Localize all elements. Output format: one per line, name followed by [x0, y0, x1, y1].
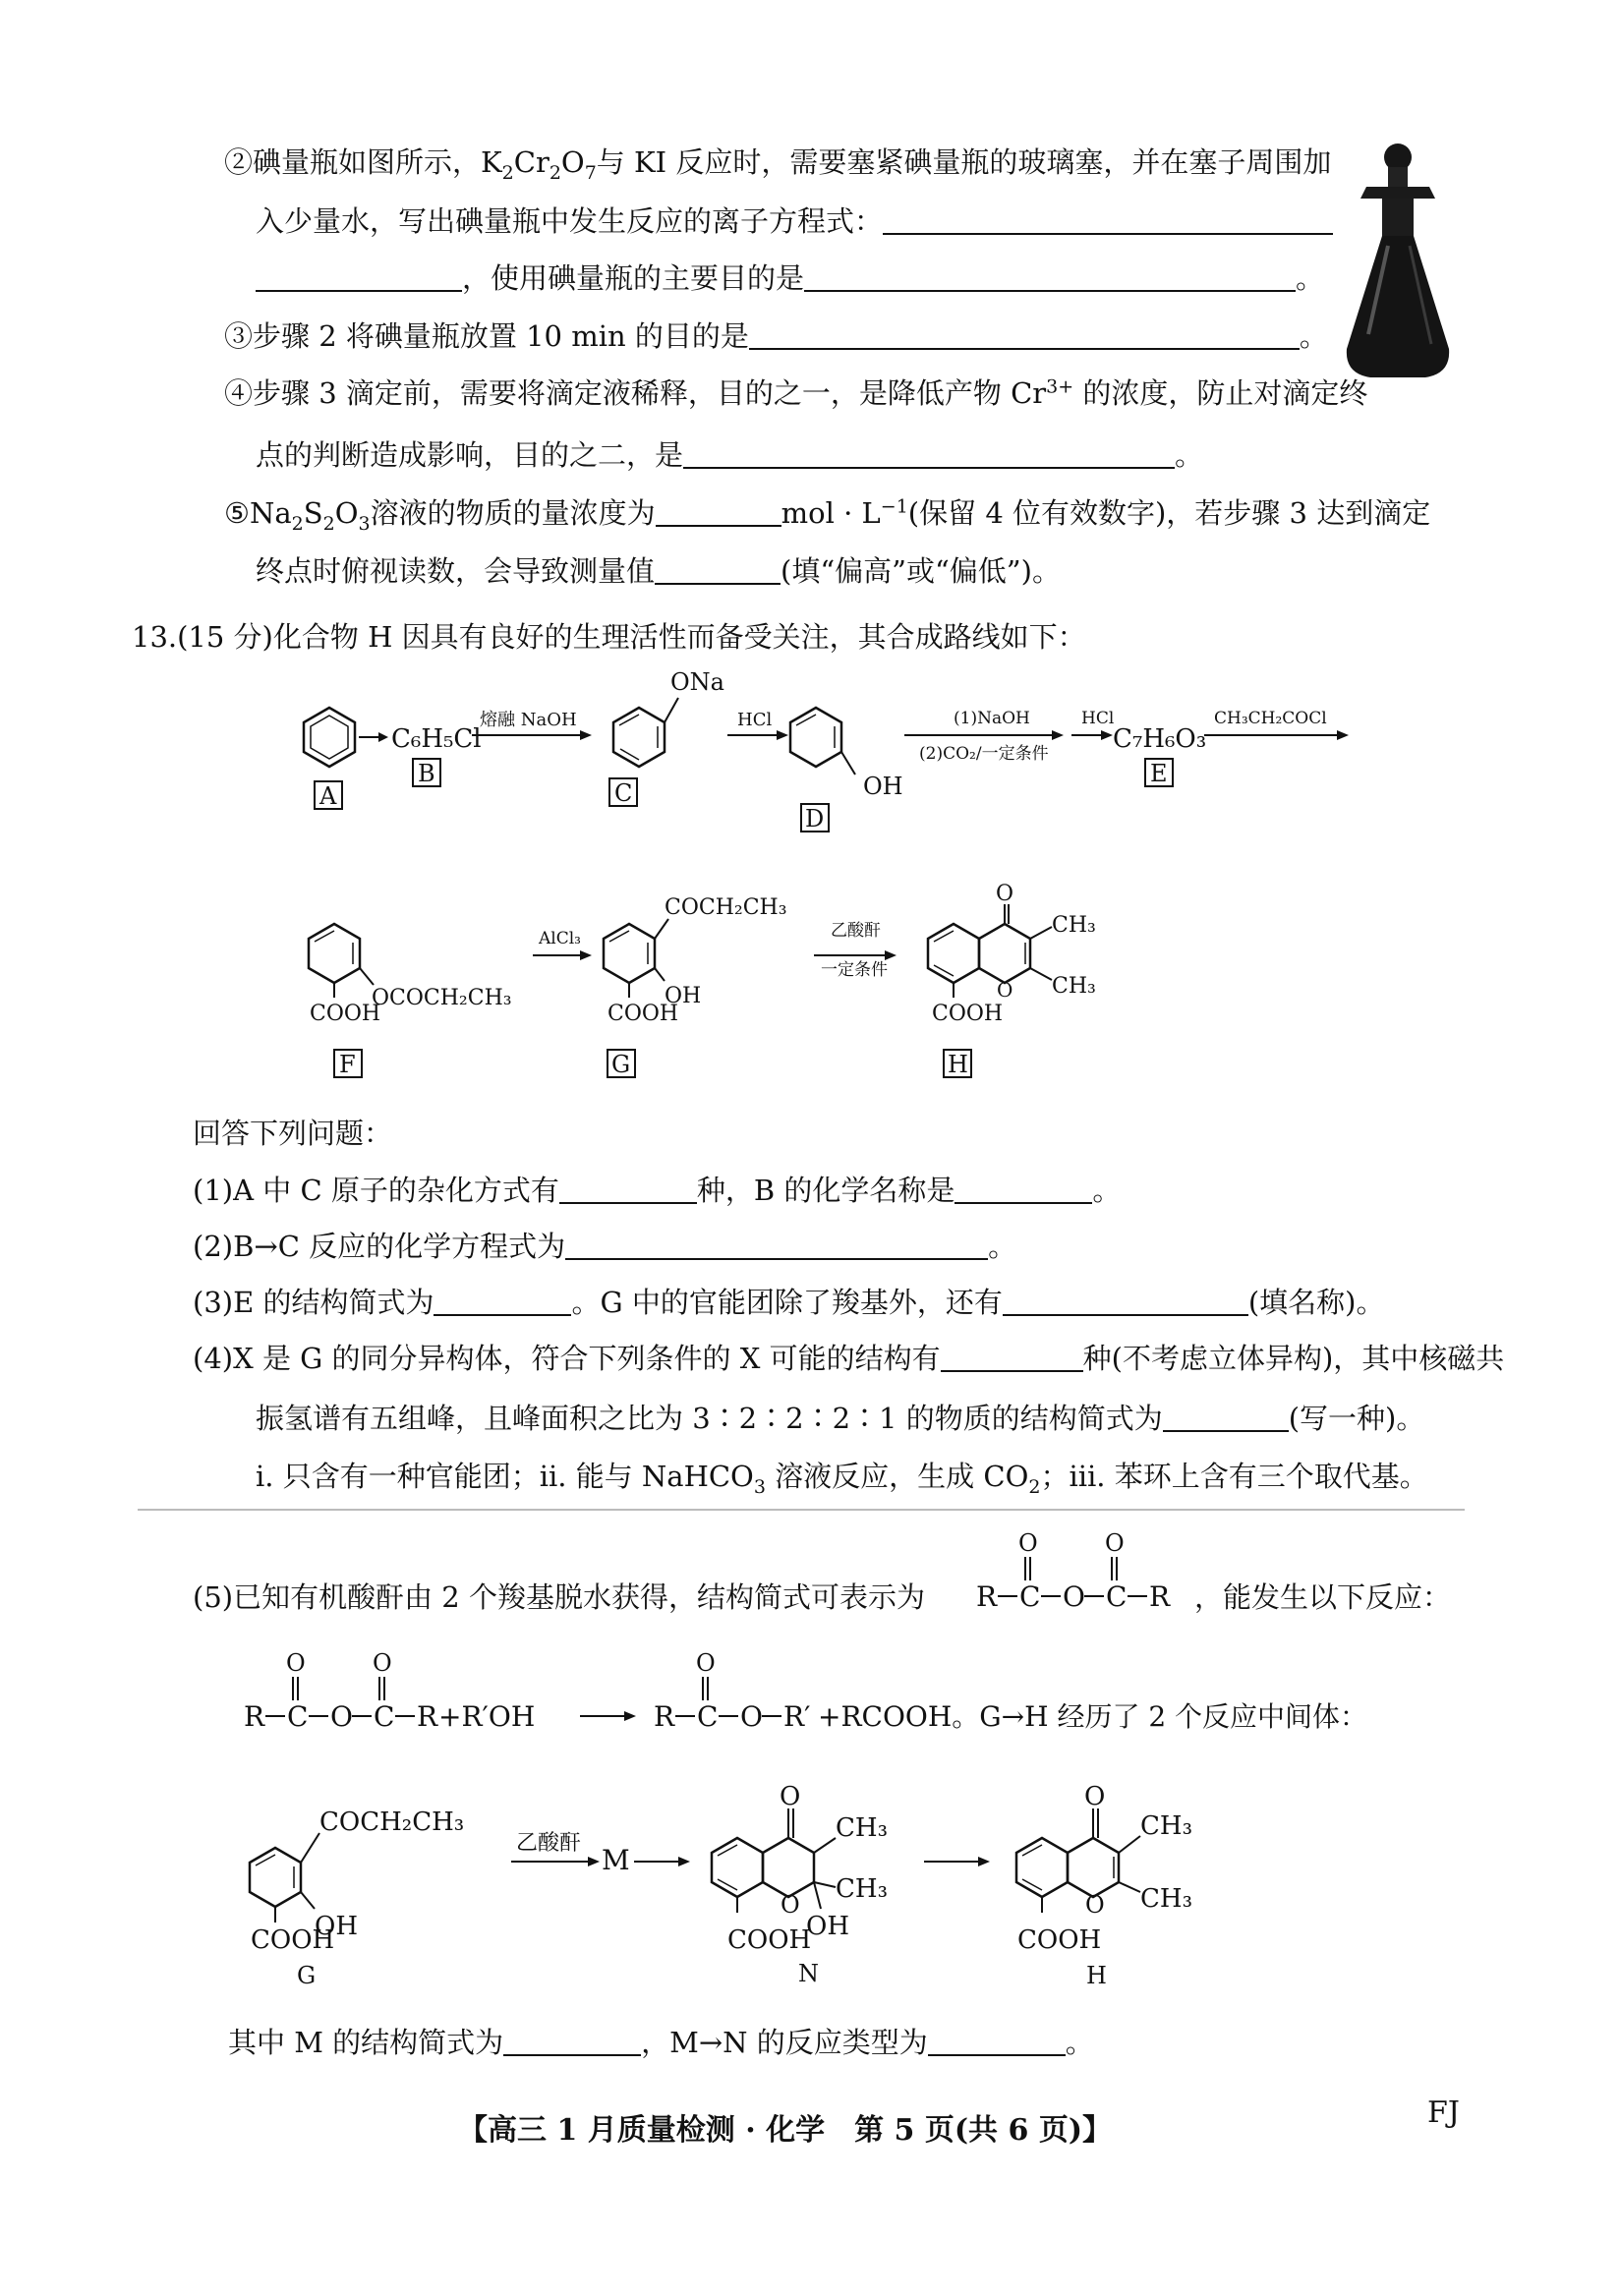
svg-text:HCl: HCl	[737, 710, 773, 730]
q13-sub3: (3)E 的结构简式为 。G 中的官能团除了羧基外，还有 (填名称)。	[193, 1286, 1385, 1319]
svg-text:COCH₂CH₃: COCH₂CH₃	[319, 1808, 465, 1837]
synthesis-scheme-row2	[275, 865, 1160, 1081]
svg-text:R: R	[654, 1700, 675, 1733]
svg-text:R: R	[976, 1580, 998, 1613]
svg-text:O: O	[330, 1700, 353, 1733]
svg-text:M: M	[602, 1844, 630, 1876]
svg-text:乙酸酐: 乙酸酐	[831, 921, 881, 941]
svg-text:OCOCH₂CH₃: OCOCH₂CH₃	[372, 986, 512, 1010]
svg-text:R: R	[417, 1700, 438, 1733]
svg-text:C: C	[287, 1700, 309, 1733]
q13-sub5-last: 其中 M 的结构简式为 ，M→N 的反应类型为 。	[228, 2026, 1094, 2059]
q13-sub1: (1)A 中 C 原子的杂化方式有 种，B 的化学名称是 。	[193, 1174, 1122, 1207]
svg-text:O: O	[996, 882, 1014, 906]
svg-text:OH: OH	[806, 1912, 849, 1941]
svg-text:CH₃: CH₃	[836, 1813, 888, 1843]
svg-text:COOH: COOH	[727, 1925, 812, 1955]
intermediates-scheme	[216, 1759, 1239, 2015]
svg-text:COCH₂CH₃: COCH₂CH₃	[665, 895, 787, 920]
svg-text:CH₃: CH₃	[1140, 1811, 1192, 1841]
svg-text:B: B	[418, 760, 435, 787]
answer-intro: 回答下列问题：	[193, 1117, 393, 1150]
svg-text:C: C	[1106, 1580, 1128, 1613]
q13-sub2: (2)B→C 反应的化学方程式为 。	[193, 1230, 1017, 1263]
anhydride-reaction-equation	[236, 1632, 1465, 1740]
svg-text:(2)CO₂/一定条件: (2)CO₂/一定条件	[919, 744, 1049, 764]
svg-text:熔融 NaOH: 熔融 NaOH	[480, 710, 577, 730]
svg-text:COOH: COOH	[932, 1002, 1004, 1026]
svg-text:C: C	[1019, 1580, 1041, 1613]
q12-line3: ，使用碘量瓶的主要目的是 。	[256, 258, 1324, 298]
svg-text:O: O	[373, 1649, 392, 1677]
svg-text:G: G	[297, 1962, 317, 1989]
svg-text:D: D	[805, 805, 825, 832]
svg-text:O: O	[997, 978, 1013, 1002]
svg-text:O: O	[1105, 1529, 1125, 1557]
svg-text:ONa: ONa	[670, 668, 724, 696]
svg-text:O: O	[696, 1649, 716, 1677]
svg-text:F: F	[339, 1051, 356, 1078]
svg-text:CH₃: CH₃	[1052, 913, 1096, 938]
svg-text:O: O	[781, 1891, 800, 1919]
svg-text:+R′OH: +R′OH	[438, 1700, 536, 1733]
q12-line5: ④步骤 3 滴定前，需要将滴定液稀释，目的之一，是降低产物 $Cr^{3+}$ 的浓度，防止对滴定终	[224, 375, 1368, 410]
q13-sub4-conditions: ⅰ. 只含有一种官能团；ⅱ. 能与 NaHCO$_3$ 溶液反应，生成 $CO_2$；ⅲ. 苯环上含有三个取代基。	[256, 1460, 1428, 1498]
svg-text:O: O	[780, 1782, 801, 1811]
svg-text:HCl: HCl	[1081, 709, 1115, 728]
svg-text:O: O	[1063, 1580, 1085, 1613]
q13-sub5-line1b: ，能发生以下反应：	[1194, 1580, 1452, 1614]
svg-text:A: A	[319, 782, 337, 810]
q12-line8: 终点时俯视读数，会导致测量值 (填“偏高”或“偏低”)。	[256, 554, 1061, 588]
q12-line4: ③步骤 2 将碘量瓶放置 10 min 的目的是 。	[224, 319, 1328, 353]
q12-line2: 入少量水，写出碘量瓶中发生反应的离子方程式：	[256, 201, 1333, 241]
iodine-flask-illustration	[1327, 138, 1475, 393]
q12-line6: 点的判断造成影响，目的之二，是 。	[256, 438, 1204, 472]
q13-intro: 13.(15 分)化合物 H 因具有良好的生理活性而备受关注，其合成路线如下：	[132, 620, 1086, 654]
svg-text:O: O	[740, 1700, 763, 1733]
svg-text:H: H	[948, 1051, 968, 1078]
page-code: FJ	[1427, 2095, 1460, 2130]
svg-text:N: N	[798, 1960, 819, 1987]
svg-text:R: R	[244, 1700, 265, 1733]
svg-text:C₇H₆O₃: C₇H₆O₃	[1113, 724, 1207, 754]
svg-text:CH₃CH₂COCl: CH₃CH₂COCl	[1214, 709, 1327, 728]
q13-sub5-line1: (5)已知有机酸酐由 2 个羧基脱水获得，结构简式可表示为	[193, 1580, 925, 1614]
svg-text:COOH: COOH	[310, 1002, 381, 1026]
svg-text:CH₃: CH₃	[1140, 1884, 1192, 1914]
svg-text:COOH: COOH	[251, 1925, 335, 1955]
q13-sub4-line2: 振氢谱有五组峰，且峰面积之比为 3∶2∶2∶2∶1 的物质的结构简式为 (写一种)。	[256, 1402, 1425, 1435]
anhydride-structure	[968, 1521, 1194, 1630]
svg-text:COOH: COOH	[1017, 1925, 1102, 1955]
svg-text:G: G	[611, 1051, 631, 1078]
svg-text:C: C	[614, 779, 633, 807]
svg-text:一定条件: 一定条件	[821, 960, 888, 980]
svg-text:R′: R′	[783, 1700, 811, 1733]
q12-line7: $⑤Na_2S_2O_3$溶液的物质的量浓度为 mol · $L^{-1}$(保留 4 位有效数字)，若步骤 3 达到滴定	[224, 495, 1431, 535]
q13-sub4-line1: (4)X 是 G 的同分异构体，符合下列条件的 X 可能的结构有 种(不考虑立体异构)，其中核磁共	[193, 1342, 1505, 1375]
svg-text:COOH: COOH	[608, 1002, 679, 1026]
svg-text:+RCOOH。G→H 经历了 2 个反应中间体：: +RCOOH。G→H 经历了 2 个反应中间体：	[818, 1700, 1368, 1733]
page-footer: 【高三 1 月质量检测 · 化学 第 5 页(共 6 页)】	[458, 2113, 1113, 2148]
svg-text:CH₃: CH₃	[1052, 974, 1096, 999]
svg-text:E: E	[1150, 760, 1168, 787]
svg-text:乙酸酐: 乙酸酐	[516, 1831, 582, 1856]
synthesis-scheme-row1	[265, 668, 1366, 845]
svg-text:O: O	[1018, 1529, 1038, 1557]
svg-text:(1)NaOH: (1)NaOH	[954, 709, 1030, 728]
svg-text:C₆H₅Cl: C₆H₅Cl	[391, 724, 482, 754]
svg-text:C: C	[374, 1700, 395, 1733]
svg-text:CH₃: CH₃	[836, 1874, 888, 1904]
svg-text:OH: OH	[665, 984, 702, 1008]
divider	[138, 1509, 1465, 1511]
svg-text:C: C	[697, 1700, 719, 1733]
svg-text:OH: OH	[863, 773, 903, 800]
svg-text:O: O	[286, 1649, 306, 1677]
svg-text:AlCl₃: AlCl₃	[539, 929, 581, 948]
svg-text:OH: OH	[315, 1912, 358, 1941]
svg-text:R: R	[1149, 1580, 1171, 1613]
svg-text:H: H	[1086, 1962, 1107, 1989]
q12-line1: ②碘量瓶如图所示，$K_2Cr_2O_7$与 KI 反应时，需要塞紧碘量瓶的玻璃塞，并在塞子周围加	[224, 145, 1332, 184]
svg-text:O: O	[1084, 1782, 1106, 1811]
svg-text:O: O	[1085, 1891, 1105, 1919]
